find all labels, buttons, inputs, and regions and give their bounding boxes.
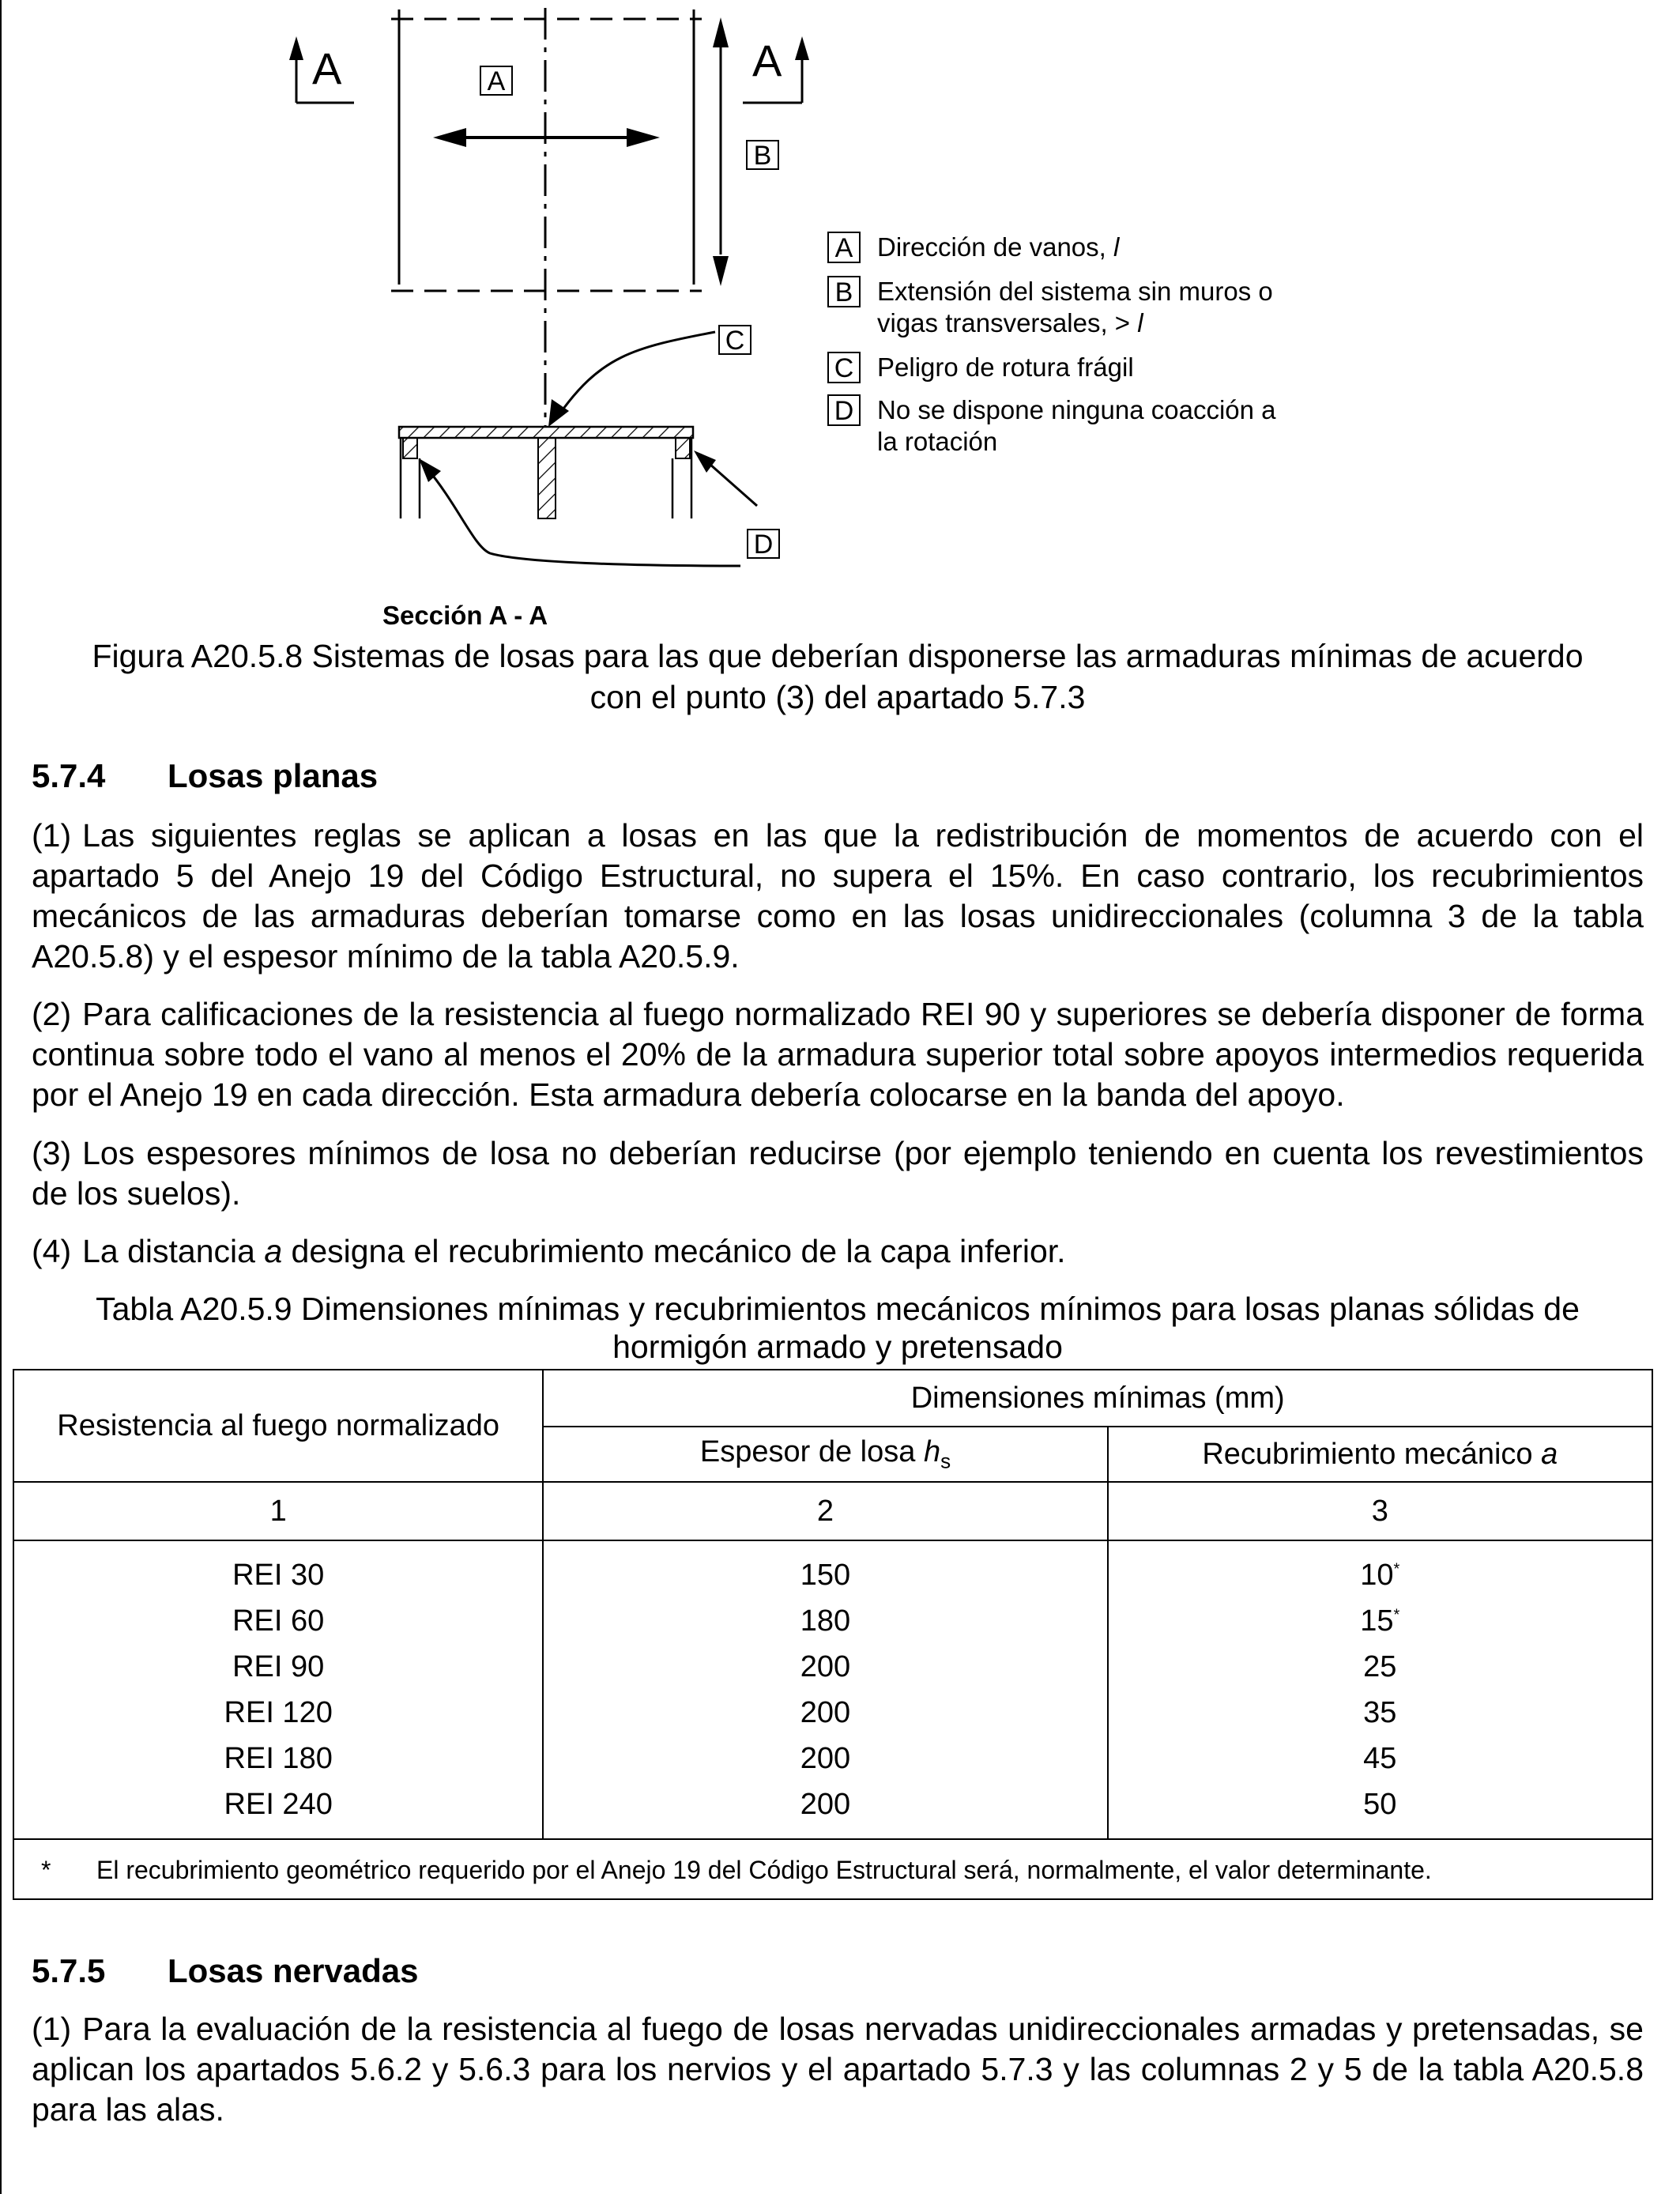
section-marker-right [743, 36, 809, 103]
table-caption: Tabla A20.5.9 Dimensiones mínimas y recubrimientos mecánicos mínimos para losas planas sólidas de hormigón armado y pretensado [96, 1291, 1580, 1365]
section-574-paragraph-2: (2) Para calificaciones de la resistencia al fuego normalizado REI 90 y superiores se debería disponer de forma continua sobre todo el vano al menos el 20% de la armadura superior total sobre apoyos intermedios requerida por el Anejo 19 en cada dirección. Esta armadura debería colocarse en la banda del apoyo. [32, 996, 1644, 1113]
svg-text:B: B [753, 141, 772, 171]
box-label-c [719, 326, 751, 356]
section-marker-left [289, 36, 354, 103]
table-row [13, 1781, 1652, 1839]
column-number-2: 2 [543, 1482, 1107, 1540]
section-574-number: 5.7.4 [32, 757, 106, 794]
cell-cover: 15* [1108, 1598, 1652, 1644]
svg-text:vigas transversales, > l: vigas transversales, > l [877, 308, 1143, 337]
cell-cover: 45 [1108, 1736, 1652, 1781]
svg-text:Dirección de vanos, l: Dirección de vanos, l [877, 232, 1120, 262]
footnote-mark: * [41, 1856, 51, 1884]
cell-rei: REI 240 [13, 1781, 543, 1839]
cell-rei: REI 180 [13, 1736, 543, 1781]
cell-thickness: 200 [543, 1736, 1107, 1781]
legend-item-d [828, 395, 1276, 456]
header-cover: Recubrimiento mecánico a [1108, 1427, 1652, 1482]
section-575-paragraph-1: (1) Para la evaluación de la resistencia al fuego de losas nervadas unidireccionales armadas y pretensadas, se aplican los apartados 5.6.2 y 5.6.3 para los nervios y el apartado 5.7.3 y las columnas 2 y 5 de la tabla A20.5.8 para las alas. [32, 2011, 1644, 2128]
svg-text:D: D [753, 530, 774, 560]
box-label-d [748, 530, 779, 560]
leader-c [548, 332, 715, 427]
cell-rei: REI 120 [13, 1690, 543, 1736]
svg-text:A: A [487, 66, 506, 96]
header-dimensions: Dimensiones mínimas (mm) [543, 1370, 1652, 1427]
svg-text:A: A [834, 233, 853, 263]
figure-caption: Figura A20.5.8 Sistemas de losas para las que deberían disponerse las armaduras mínimas de acuerdo con el punto (3) del apartado 5.7.3 [92, 638, 1584, 715]
legend-item-b [828, 277, 1273, 337]
slab-section [399, 427, 693, 518]
table-row [13, 1690, 1652, 1736]
column-number-1: 1 [13, 1482, 543, 1540]
svg-text:C: C [834, 353, 854, 383]
table-row [13, 1540, 1652, 1598]
header-thickness: Espesor de losa $h_s$ [543, 1427, 1107, 1482]
box-label-b [747, 141, 778, 171]
section-574-paragraph-3: (3) Los espesores mínimos de losa no deberían reducirse (por ejemplo teniendo en cuenta los revestimientos de los suelos). [32, 1135, 1644, 1212]
legend-item-a [828, 232, 1121, 263]
section-label-left: A [312, 43, 342, 93]
section-574-paragraph-4: (4) La distancia a designa el recubrimiento mecánico de la capa inferior. [32, 1233, 1066, 1269]
section-575-heading [32, 1952, 1644, 1990]
table-row [13, 1644, 1652, 1690]
header-resistance: Resistencia al fuego normalizado [13, 1370, 543, 1482]
cell-rei: REI 60 [13, 1598, 543, 1644]
cell-cover: 35 [1108, 1690, 1652, 1736]
table-row [13, 1598, 1652, 1644]
section-574-paragraph-1: (1) Las siguientes reglas se aplican a losas en las que la redistribución de momentos de acuerdo con el apartado 5 del Anejo 19 del Código Estructural, no supera el 15%. En caso contrario, los recubrimientos mecánicos de las armaduras deberían tomarse como en las losas unidireccionales (columna 3 de la tabla A20.5.8) y el espesor mínimo de la tabla A20.5.9. [32, 817, 1644, 974]
svg-text:Extensión del sistema sin muro: Extensión del sistema sin muros o [877, 277, 1273, 306]
section-574-heading [32, 757, 1644, 795]
cell-cover: 50 [1108, 1781, 1652, 1839]
cell-thickness: 200 [543, 1690, 1107, 1736]
cell-rei: REI 90 [13, 1644, 543, 1690]
section-575-title: Losas nervadas [168, 1952, 419, 1989]
cell-thickness: 200 [543, 1644, 1107, 1690]
section-575-number: 5.7.5 [32, 1952, 106, 1989]
table-row [13, 1736, 1652, 1781]
section-title: Sección A - A [382, 601, 548, 630]
cell-cover: 10* [1108, 1540, 1652, 1598]
svg-text:D: D [834, 396, 854, 426]
slab-system-figure [0, 0, 1680, 632]
svg-text:No se dispone ninguna coacción: No se dispone ninguna coacción a [877, 395, 1276, 424]
cell-thickness: 150 [543, 1540, 1107, 1598]
figure-legend [828, 232, 1276, 456]
leader-d [419, 450, 757, 566]
cell-rei: REI 30 [13, 1540, 543, 1598]
cell-cover: 25 [1108, 1644, 1652, 1690]
cell-thickness: 200 [543, 1781, 1107, 1839]
svg-text:la rotación: la rotación [877, 427, 998, 456]
extent-arrow [713, 17, 729, 286]
legend-item-c [828, 352, 1134, 383]
table-footnote: * El recubrimiento geométrico requerido por el Anejo 19 del Código Estructural será, normalmente, el valor determinante. [13, 1839, 1652, 1899]
section-574-title: Losas planas [168, 757, 379, 794]
cell-thickness: 180 [543, 1598, 1107, 1644]
column-number-3: 3 [1108, 1482, 1652, 1540]
svg-text:Peligro de rotura frágil: Peligro de rotura frágil [877, 352, 1134, 382]
box-label-a [480, 66, 512, 96]
svg-text:C: C [725, 326, 745, 356]
svg-text:B: B [834, 277, 853, 307]
section-label-right: A [752, 36, 782, 85]
slab-plan [391, 8, 702, 427]
min-dimensions-table [13, 1369, 1653, 1900]
